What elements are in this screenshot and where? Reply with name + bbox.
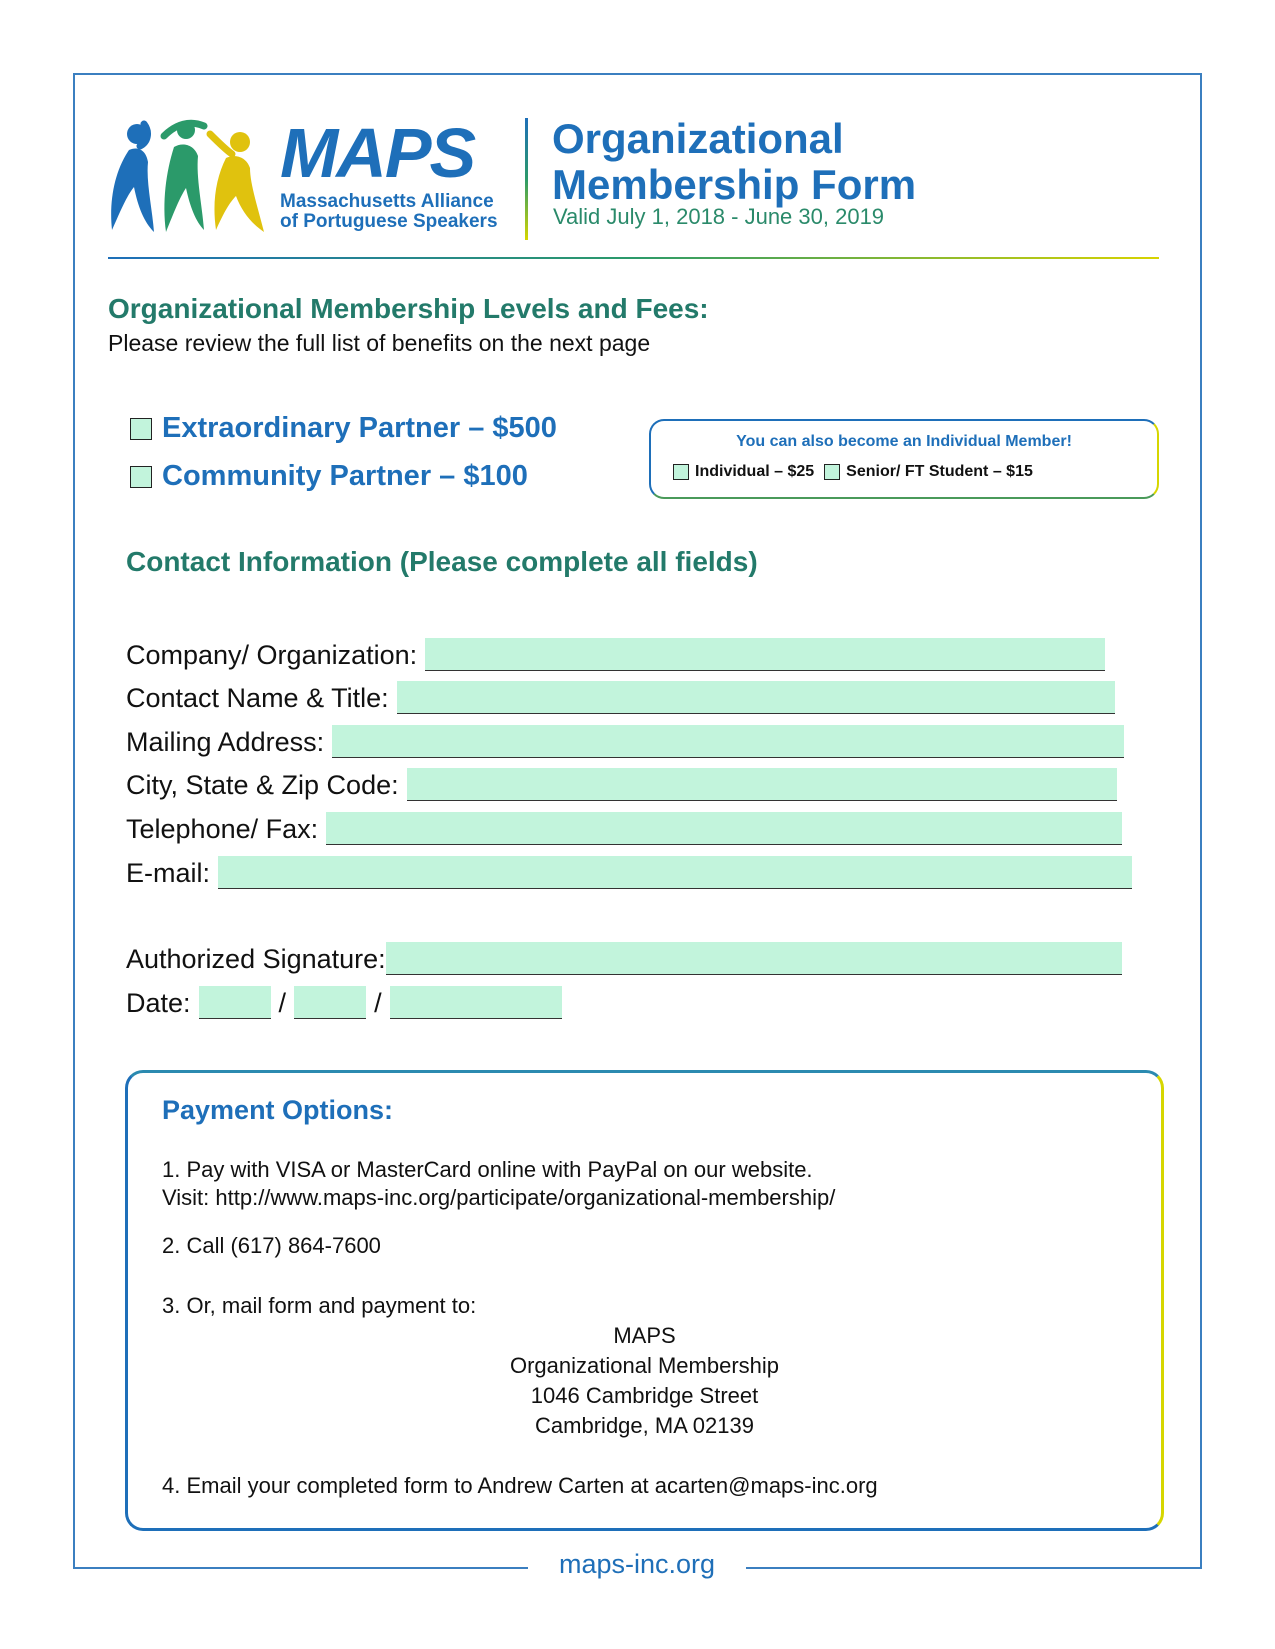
header-rule [108,257,1159,259]
footer-website[interactable]: maps-inc.org [558,1549,716,1579]
mailing-address-input[interactable] [332,725,1124,758]
date-separator: / [278,988,287,1018]
form-title [552,116,916,208]
individual-member-box [649,419,1159,499]
form-title-line2: Membership Form [552,161,917,208]
field-city-state-zip-label: City, State & Zip Code: [126,770,399,800]
levels-title: Organizational Membership Levels and Fees: [108,293,709,324]
field-telephone [126,812,1122,845]
level-extraordinary-checkbox[interactable] [130,418,152,440]
date-separator: / [374,988,382,1018]
date-day-input[interactable] [294,986,366,1019]
city-state-zip-input[interactable] [407,768,1117,801]
frame-border-bottom-right [746,1567,1202,1569]
individual-label: Individual – $25 [695,463,815,480]
mail-address-line: Cambridge, MA 02139 [535,1413,754,1438]
company-input[interactable] [425,638,1105,671]
date-label: Date: [126,988,191,1018]
contact-name-input[interactable] [397,681,1115,714]
payment-website-link[interactable]: Visit: http://www.maps-inc.org/participate/organizational-membership/ [162,1185,836,1210]
contact-title: Contact Information (Please complete all fields) [126,546,758,577]
email-input[interactable] [218,856,1132,889]
level-community-label: Community Partner – $100 [162,460,528,492]
header-divider [525,118,528,240]
frame-border-right [1200,73,1202,1569]
senior-student-checkbox[interactable] [824,464,840,480]
field-email [126,856,1132,889]
date-year-input[interactable] [390,986,562,1019]
level-extraordinary[interactable] [130,412,557,445]
field-company [126,638,1105,671]
payment-options-box [125,1070,1164,1531]
field-contact-name [126,681,1115,714]
senior-student-label: Senior/ FT Student – $15 [846,463,1033,480]
field-email-label: E-mail: [126,858,211,888]
payment-option-2: 2. Call (617) 864-7600 [162,1233,381,1258]
mail-address-line: Organizational Membership [509,1353,780,1378]
valid-dates: Valid July 1, 2018 - June 30, 2019 [553,204,885,229]
field-telephone-label: Telephone/ Fax: [126,814,319,844]
field-company-label: Company/ Organization: [126,640,418,670]
individual-options [673,463,1033,481]
field-mailing-address [126,725,1124,758]
level-community-checkbox[interactable] [130,466,152,488]
maps-logo-icon [104,112,274,237]
signature-label: Authorized Signature: [126,944,386,974]
frame-border-left [73,73,75,1569]
mail-address-line: MAPS [613,1323,676,1348]
frame-border-bottom-left [73,1567,528,1569]
payment-option-3: 3. Or, mail form and payment to: [162,1293,477,1318]
brand-name: MAPS [280,114,475,192]
brand-line2: of Portuguese Speakers [280,211,498,232]
telephone-input[interactable] [326,812,1122,845]
levels-subtitle: Please review the full list of benefits on the next page [108,330,651,356]
payment-title: Payment Options: [162,1095,394,1125]
payment-option-1: 1. Pay with VISA or MasterCard online with PayPal on our website. [162,1157,813,1182]
brand-line1: Massachusetts Alliance [280,191,494,212]
field-mailing-address-label: Mailing Address: [126,727,325,757]
field-signature [126,942,1122,975]
brand-block [280,114,498,232]
level-extraordinary-label: Extraordinary Partner – $500 [162,412,557,444]
frame-border-top [74,73,1202,75]
field-date [126,986,562,1019]
individual-checkbox[interactable] [673,464,689,480]
payment-option-4: 4. Email your completed form to Andrew Carten at acarten@maps-inc.org [162,1473,878,1498]
signature-input[interactable] [386,942,1122,975]
date-month-input[interactable] [199,986,271,1019]
form-title-line1: Organizational [552,115,844,162]
mail-address-line: 1046 Cambridge Street [530,1383,759,1408]
field-contact-name-label: Contact Name & Title: [126,683,389,713]
field-city-state-zip [126,768,1117,801]
level-community[interactable] [130,460,528,493]
individual-heading: You can also become an Individual Member! [736,433,1072,450]
